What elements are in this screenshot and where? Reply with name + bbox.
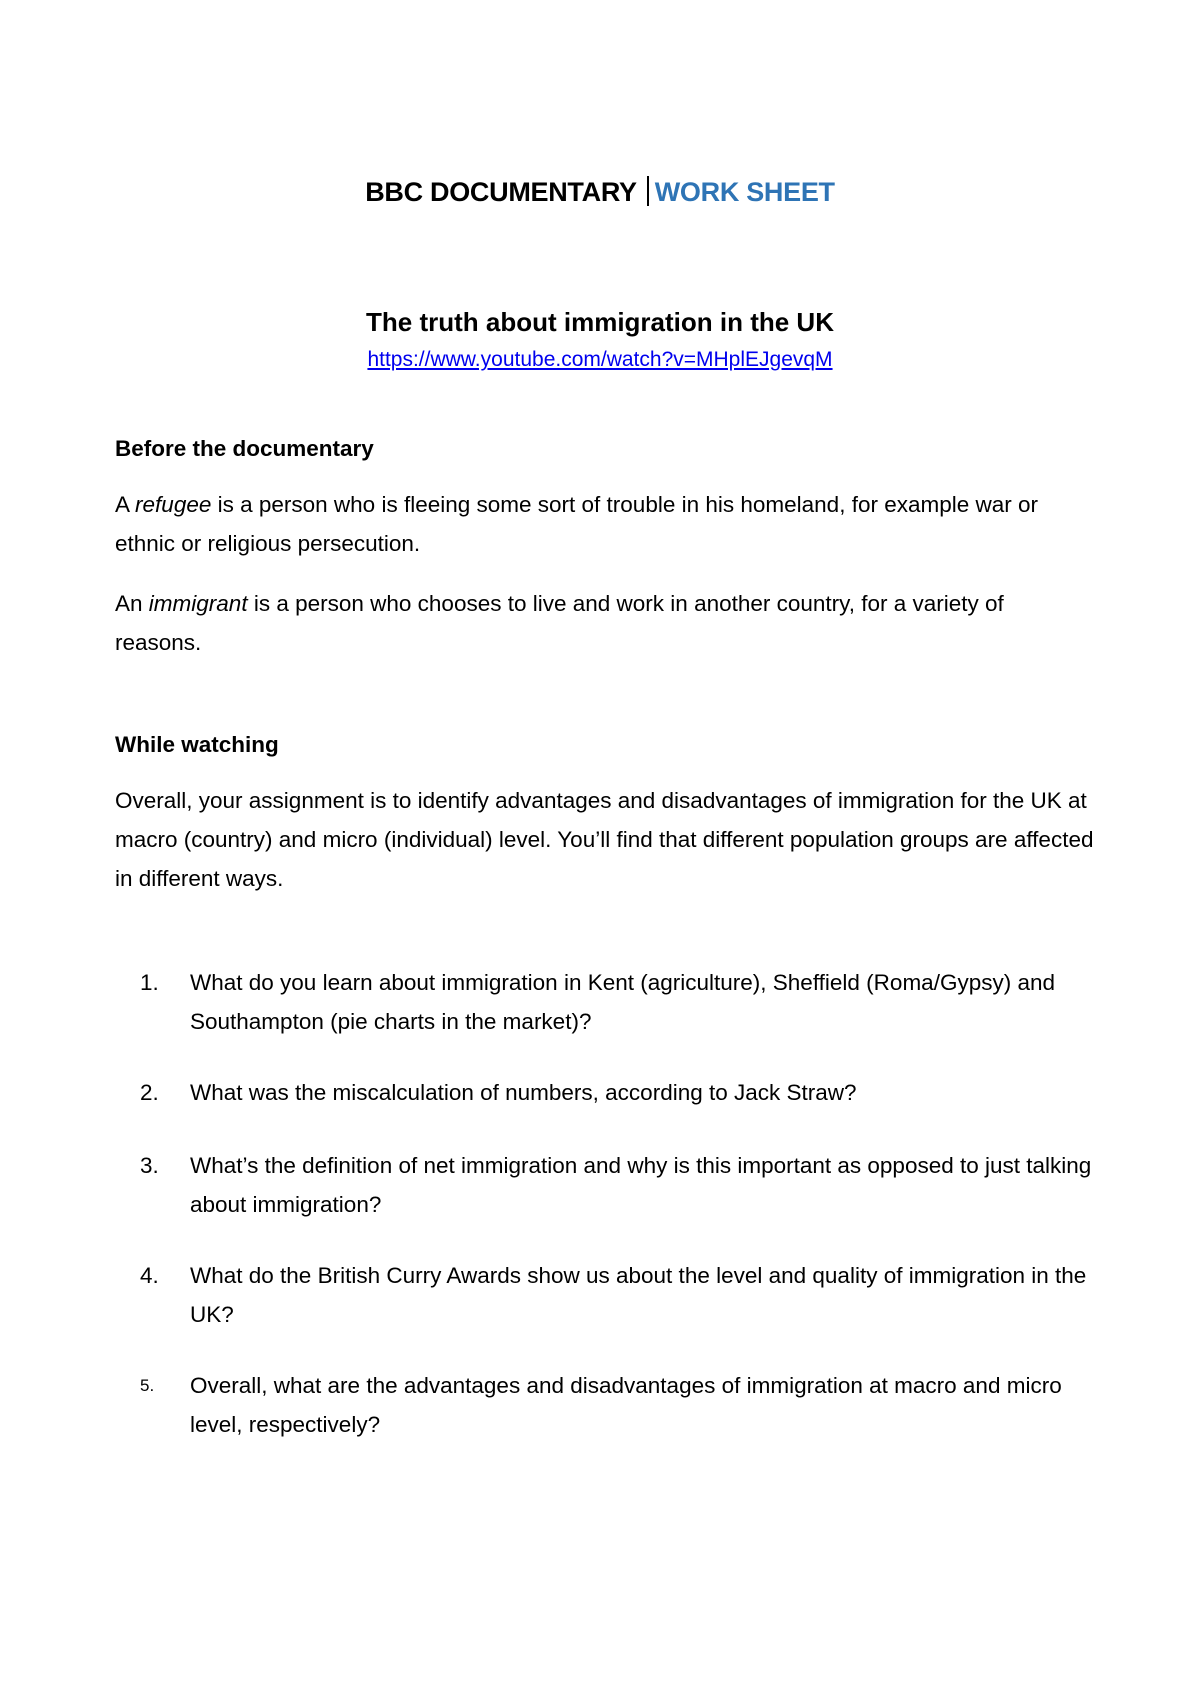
header-subtitle: WORK SHEET: [654, 177, 835, 207]
question-item: [140, 1366, 1100, 1444]
question-text: What was the miscalculation of numbers, according to Jack Straw?: [190, 1080, 857, 1105]
while-section: [115, 725, 1095, 764]
question-number: 5.: [140, 1376, 155, 1395]
immigrant-definition: is a person who chooses to live and work in another country, for a variety of reasons.: [115, 591, 1004, 655]
question-text: What do the British Curry Awards show us about the level and quality of immigration in the UK?: [190, 1263, 1087, 1327]
header-divider: [647, 176, 649, 206]
video-link[interactable]: https://www.youtube.com/watch?v=MHplEJgevqM: [367, 348, 833, 371]
question-text: Overall, what are the advantages and disadvantages of immigration at macro and micro level, respectively?: [190, 1373, 1062, 1437]
video-link-container: [0, 346, 1200, 374]
refugee-paragraph: [115, 485, 1095, 563]
question-item: [140, 1256, 1100, 1334]
while-heading: While watching: [115, 732, 279, 757]
immigrant-article: An: [115, 591, 143, 616]
refugee-term: refugee: [135, 492, 212, 517]
header-title: BBC DOCUMENTARY: [365, 177, 637, 207]
page-title: The truth about immigration in the UK: [366, 307, 834, 337]
assignment-text: Overall, your assignment is to identify advantages and disadvantages of immigration for the UK at macro (country) and micro (individual) level. You’ll find that different population groups are affected in different ways.: [115, 788, 1094, 891]
question-text: What do you learn about immigration in Kent (agriculture), Sheffield (Roma/Gypsy) and Southampton (pie charts in the market)?: [190, 970, 1055, 1034]
immigrant-term: immigrant: [148, 591, 248, 616]
document-header: [0, 174, 1200, 210]
refugee-article: A: [115, 492, 129, 517]
question-text: What’s the definition of net immigration and why is this important as opposed to just talking about immigration?: [190, 1153, 1092, 1217]
immigrant-paragraph: [115, 584, 1095, 662]
question-item: [140, 1073, 1100, 1112]
question-number: 3.: [140, 1153, 159, 1178]
before-heading: Before the documentary: [115, 436, 374, 461]
question-number: 4.: [140, 1263, 159, 1288]
question-item: [140, 1146, 1100, 1224]
assignment-paragraph: [115, 781, 1095, 898]
question-item: [140, 963, 1100, 1041]
question-number: 2.: [140, 1080, 159, 1105]
question-number: 1.: [140, 970, 159, 995]
refugee-definition: is a person who is fleeing some sort of trouble in his homeland, for example war or ethnic or religious persecution.: [115, 492, 1039, 556]
before-section: [115, 429, 1095, 468]
